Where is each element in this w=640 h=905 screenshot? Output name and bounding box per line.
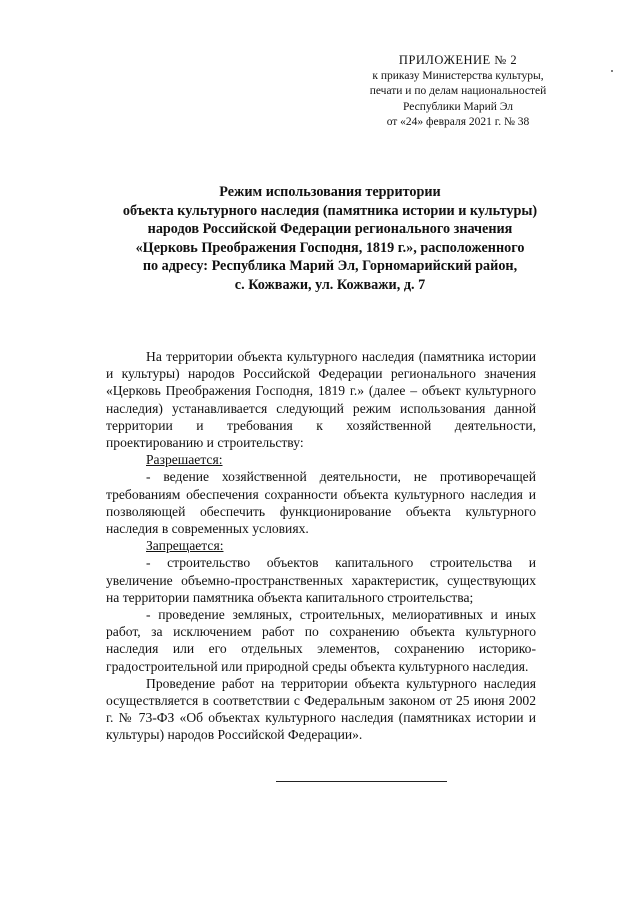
- annex-order-date: от «24» февраля 2021 г. № 38: [386, 116, 530, 128]
- prohibited-item: - проведение земляных, строительных, мелиоративных и иных работ, за исключением работ по сохранению объекта культурного наследия или его отдельных элементов, сохранению историко-градостроительной или природной среды объекта культурного наследия.: [106, 607, 536, 674]
- prohibited-heading-text: Запрещается:: [146, 538, 224, 554]
- document-body: [106, 348, 536, 744]
- prohibited-heading: [106, 537, 536, 554]
- closing-paragraph: Проведение работ на территории объекта культурного наследия осуществляется в соответствии с Федеральным законом от 25 июня 2002 г. № 73-ФЗ «Об объектах культурного наследия (памятниках истории и культуры) народов Российской Федерации».: [106, 675, 536, 743]
- allowed-heading: [106, 451, 536, 468]
- annex-title: ПРИЛОЖЕНИЕ № 2: [398, 53, 518, 67]
- annex-line: к приказу Министерства культуры,: [372, 69, 544, 82]
- end-rule: [276, 781, 447, 782]
- annex-line: Республики Марий Эл: [402, 100, 513, 113]
- annex-line: печати и по делам национальностей: [369, 85, 547, 97]
- title-line: народов Российской Федерации регионального значения: [147, 221, 513, 238]
- allowed-item: - ведение хозяйственной деятельности, не противоречащей требованиям обеспечения сохранности объекта культурного наследия и позволяющей обеспечить функционирование объекта культурного наследия в современных условиях.: [106, 469, 536, 537]
- scan-speck: [611, 70, 613, 72]
- title-line: Режим использования территории: [219, 184, 441, 200]
- annex-header: [340, 53, 576, 131]
- document-title: [60, 183, 600, 295]
- title-line: с. Кожважи, ул. Кожважи, д. 7: [234, 276, 426, 293]
- allowed-heading-text: Разрешается:: [146, 452, 223, 468]
- intro-paragraph: На территории объекта культурного наследия (памятника истории и культуры) народов Российской Федерации регионального значения «Церковь Преображения Господня, 1819 г.» (далее – объект культурного наследия) устанавливается следующий режим использования данной территории и требования к хозяйственной деятельности, проектированию и строительству:: [106, 349, 536, 451]
- title-line: по адресу: Республика Марий Эл, Горномарийский район,: [142, 258, 518, 275]
- prohibited-item: - строительство объектов капитального строительства и увеличение объемно-пространственных характеристик, существующих на территории памятника объекта капитального строительства;: [106, 555, 536, 605]
- title-line: «Церковь Преображения Господня, 1819 г.», расположенного: [135, 239, 525, 256]
- title-line: объекта культурного наследия (памятника истории и культуры): [122, 202, 538, 219]
